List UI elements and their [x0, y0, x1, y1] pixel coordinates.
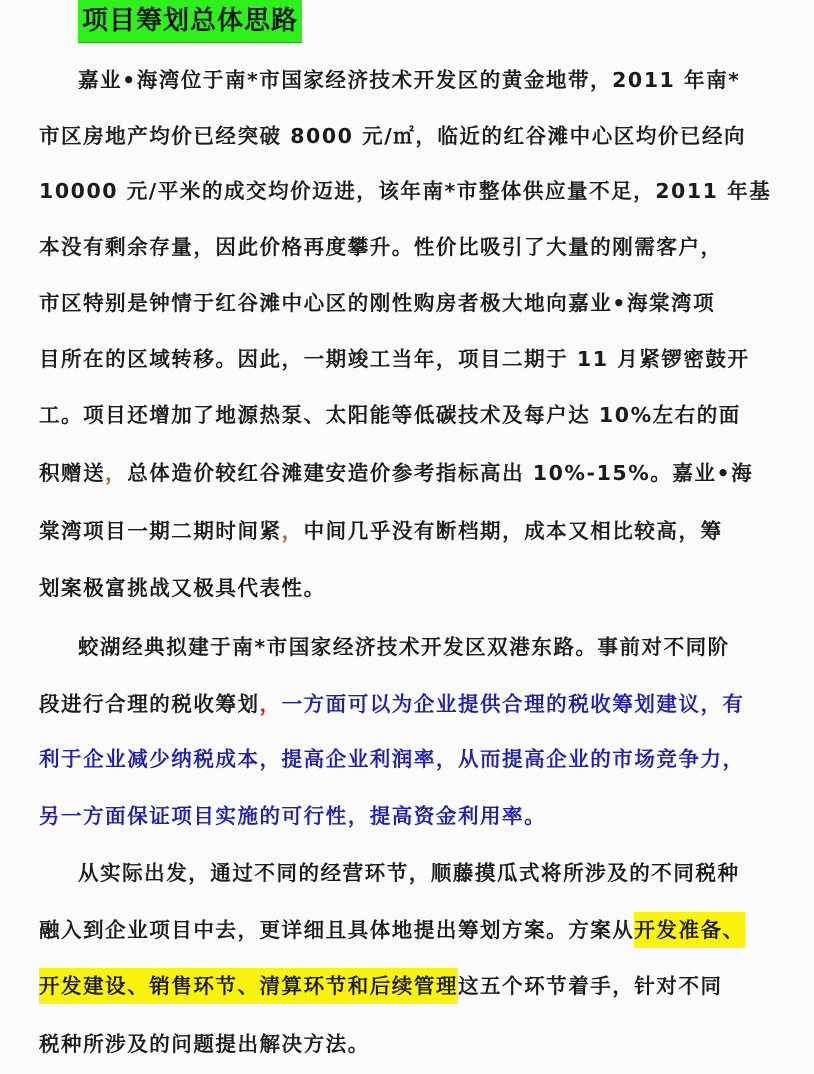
p3-line-3-b: 这五个环节着手，针对不同 — [457, 974, 723, 998]
p1-line-8-a: 积赠送 — [39, 461, 106, 485]
p3-line-2-a: 融入到企业项目中去，更详细且具体地提出筹划方案。方案从 — [39, 918, 635, 942]
p1-line-6: 目所在的区域转移。因此，一期竣工当年，项目二期于 11 月紧锣密鼓开 — [39, 347, 750, 371]
yellow-highlight: 开发建设、销售环节、清算环节和后续管理 — [39, 968, 458, 1004]
p1-line-10: 划案极富挑战又极具代表性。 — [39, 576, 326, 600]
p1-line-1: 嘉业•海湾位于南*市国家经济技术开发区的黄金地带，2011 年南* — [78, 68, 741, 92]
p1-line-8 — [39, 459, 753, 487]
p3-line-1: 从实际出发，通过不同的经营环节，顺藤摸瓜式将所涉及的不同税种 — [78, 861, 740, 885]
p1-line-9-a: 棠湾项目一期二期时间紧 — [39, 519, 282, 543]
p2-line-1: 蛟湖经典拟建于南*市国家经济技术开发区双港东路。事前对不同阶 — [78, 635, 730, 659]
p1-line-9 — [39, 517, 723, 545]
p2-line-2-a: 段进行合理的税收筹划 — [39, 692, 260, 716]
p2-line-3: 利于企业减少纳税成本，提高企业利润率，从而提高企业的市场竞争力， — [39, 747, 745, 771]
p2-line-4: 另一方面保证项目实施的可行性，提高资金利用率。 — [39, 804, 547, 828]
p2-line-2 — [39, 690, 745, 718]
blue-emphasis-text: 一方面可以为企业提供合理的税收筹划建议，有 — [281, 692, 745, 716]
p1-line-3: 10000 元/平米的成交均价迈进，该年南*市整体供应量不足，2011 年基 — [39, 179, 772, 203]
p1-line-9-b: 中间几乎没有断档期，成本又相比较高，筹 — [303, 519, 723, 543]
p1-line-5: 市区特别是钟情于红谷滩中心区的刚性购房者极大地向嘉业•海棠湾项 — [39, 291, 716, 315]
yellow-highlight: 开发准备、 — [634, 912, 744, 948]
section-title: 项目筹划总体思路 — [78, 0, 302, 43]
p3-line-2 — [39, 916, 745, 944]
orange-comma: ， — [105, 461, 128, 485]
p3-line-3 — [39, 972, 723, 1000]
orange-comma: ， — [281, 519, 304, 543]
p1-line-8-b: 总体造价较红谷滩建安造价参考指标高出 10%-15%。嘉业•海 — [127, 461, 754, 485]
p3-line-4: 税种所涉及的问题提出解决方法。 — [39, 1032, 370, 1056]
p1-line-4: 本没有剩余存量，因此价格再度攀升。性价比吸引了大量的刚需客户， — [39, 235, 723, 259]
p1-line-2: 市区房地产均价已经突破 8000 元/㎡，临近的红谷滩中心区均价已经向 — [39, 124, 747, 148]
red-comma: ， — [259, 692, 282, 716]
p1-line-7: 工。项目还增加了地源热泵、太阳能等低碳技术及每户达 10%左右的面 — [39, 403, 741, 427]
